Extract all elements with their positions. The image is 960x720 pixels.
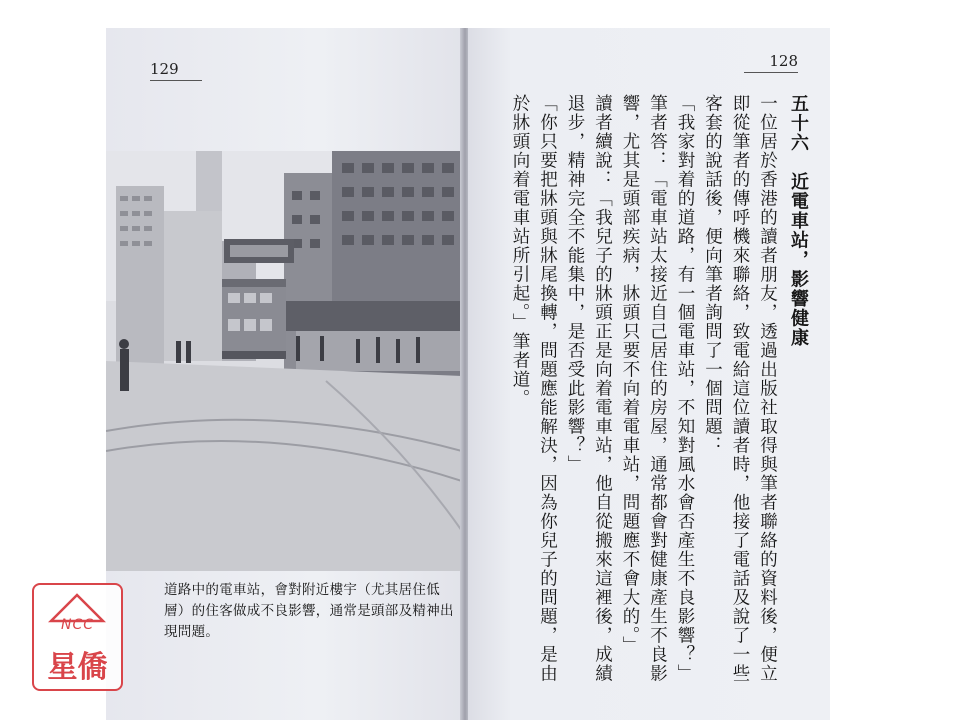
paragraph: 「你只要把牀頭與牀尾換轉，問題應能解決，因為你兒子的問題，是由於牀頭向着電車站所引起。」筆者道。 xyxy=(510,94,558,683)
open-book xyxy=(106,28,830,720)
photo-illustration xyxy=(106,151,462,571)
paragraph: 讀者續說：「我兒子的牀頭正是向着電車站，他自從搬來這裡後，成績退步，精神完全不能集中，是否受此影響？」 xyxy=(565,94,613,683)
watermark-ncc-text: NCC xyxy=(60,617,95,633)
left-page xyxy=(106,28,462,720)
page-number-rule xyxy=(744,72,798,73)
left-page-number: 129 xyxy=(150,60,179,78)
page-number-rule xyxy=(150,80,202,81)
watermark-chinese-text: 星僑 xyxy=(47,650,108,685)
paragraph: 筆者答：「電車站太接近自己居住的房屋，通常都會對健康產生不良影響，尤其是頭部疾病，牀頭只要不向着電車站，問題應不會大的。」 xyxy=(620,94,668,683)
paragraph: 「我家對着的道路，有一個電車站，不知對風水會否產生不良影響？」 xyxy=(675,94,695,683)
right-page-number: 128 xyxy=(769,52,798,70)
vertical-text-body xyxy=(506,94,813,684)
paragraph: 一位居於香港的讀者朋友，透過出版社取得與筆者聯絡的資料後，便立即從筆者的傳呼機來聯絡，致電給這位讀者時，他接了電話及說了一些客套的說話後，便向筆者詢問了一個問題： xyxy=(702,94,778,683)
photo-caption: 道路中的電車站，會對附近樓宇（尤其居住低層）的住客做成不良影響，通常是頭部及精神出現問題。 xyxy=(164,582,454,640)
ncc-watermark-logo xyxy=(32,583,123,691)
section-heading: 五十六 近電車站，影響健康 xyxy=(788,94,809,348)
right-page xyxy=(468,28,830,720)
tram-street-photo xyxy=(106,151,462,571)
